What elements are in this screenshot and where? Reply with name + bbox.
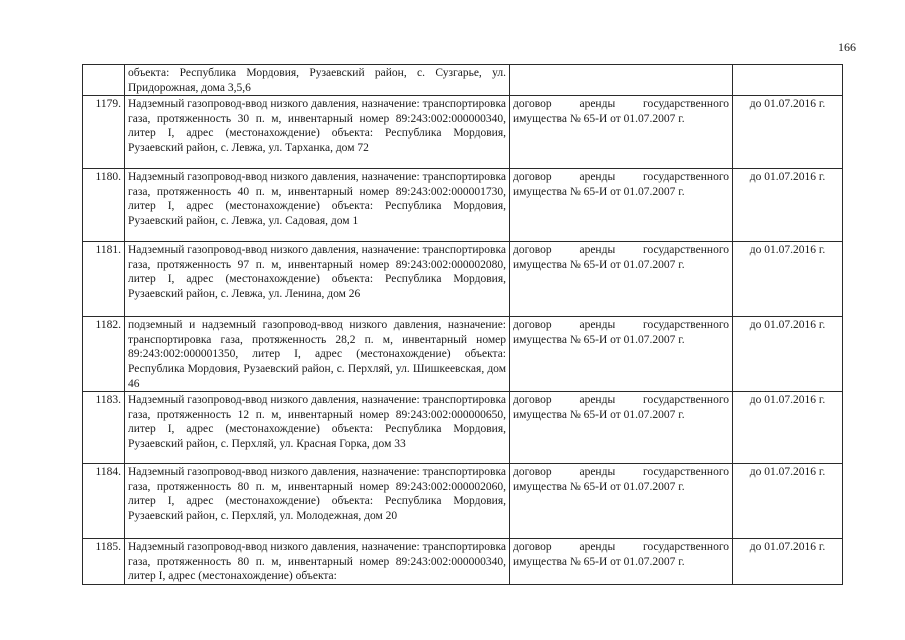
object-description: Надземный газопровод-ввод низкого давления, назначение: транспортировка газа, протяженность 97 п. м, инвентарный номер 89:243:002:000002080, литер I, адрес (местонахождение) объекта: Республика Мордовия, Рузаевский район, с. Левжа, ул. Ленина, дом 26 (125, 242, 510, 317)
object-description: объекта: Республика Мордовия, Рузаевский район, с. Сузгарье, ул. Придорожная, дома 3,5,6 (125, 65, 510, 96)
table-row (83, 539, 843, 585)
lease-basis: договор аренды государственного имущества № 65-И от 01.07.2007 г. (510, 169, 733, 242)
row-number: 1184. (83, 464, 125, 539)
property-registry-table (82, 64, 843, 585)
lease-basis: договор аренды государственного имущества № 65-И от 01.07.2007 г. (510, 242, 733, 317)
object-description: Надземный газопровод-ввод низкого давления, назначение: транспортировка газа, протяженность 80 п. м, инвентарный номер 89:243:002:000000340, литер I, адрес (местонахождение) объекта: (125, 539, 510, 585)
table-row (83, 96, 843, 169)
row-number: 1183. (83, 392, 125, 464)
lease-term (733, 65, 843, 96)
lease-term: до 01.07.2016 г. (733, 464, 843, 539)
object-description: Надземный газопровод-ввод низкого давления, назначение: транспортировка газа, протяженность 12 п. м, инвентарный номер 89:243:002:000000650, литер I, адрес (местонахождение) объекта: Республика Мордовия, Рузаевский район, с. Перхляй, ул. Красная Горка, дом 33 (125, 392, 510, 464)
table-row (83, 392, 843, 464)
table-row (83, 464, 843, 539)
row-number: 1182. (83, 317, 125, 392)
row-number: 1185. (83, 539, 125, 585)
row-number: 1179. (83, 96, 125, 169)
lease-term: до 01.07.2016 г. (733, 392, 843, 464)
lease-term: до 01.07.2016 г. (733, 96, 843, 169)
row-number: 1180. (83, 169, 125, 242)
table-row (83, 65, 843, 96)
row-number (83, 65, 125, 96)
lease-term: до 01.07.2016 г. (733, 169, 843, 242)
lease-basis: договор аренды государственного имущества № 65-И от 01.07.2007 г. (510, 392, 733, 464)
lease-basis (510, 65, 733, 96)
object-description: Надземный газопровод-ввод низкого давления, назначение: транспортировка газа, протяженность 80 п. м, инвентарный номер 89:243:002:000002060, литер I, адрес (местонахождение) объекта: Республика Мордовия, Рузаевский район, с. Перхляй, ул. Молодежная, дом 20 (125, 464, 510, 539)
lease-basis: договор аренды государственного имущества № 65-И от 01.07.2007 г. (510, 464, 733, 539)
lease-term: до 01.07.2016 г. (733, 539, 843, 585)
lease-basis: договор аренды государственного имущества № 65-И от 01.07.2007 г. (510, 96, 733, 169)
lease-basis: договор аренды государственного имущества № 65-И от 01.07.2007 г. (510, 317, 733, 392)
page-number: 166 (838, 40, 856, 54)
object-description: подземный и надземный газопровод-ввод низкого давления, назначение: транспортировка газа, протяженность 28,2 п. м, инвентарный номер 89:243:002:000001350, литер I, адрес (местонахождение) объекта: Республика Мордовия, Рузаевский район, с. Перхляй, ул. Шишкеевская, дом 46 (125, 317, 510, 392)
row-number: 1181. (83, 242, 125, 317)
table-row (83, 242, 843, 317)
lease-term: до 01.07.2016 г. (733, 317, 843, 392)
lease-basis: договор аренды государственного имущества № 65-И от 01.07.2007 г. (510, 539, 733, 585)
object-description: Надземный газопровод-ввод низкого давления, назначение: транспортировка газа, протяженность 30 п. м, инвентарный номер 89:243:002:000000340, литер I, адрес (местонахождение) объекта: Республика Мордовия, Рузаевский район, с. Левжа, ул. Тарханка, дом 72 (125, 96, 510, 169)
lease-term: до 01.07.2016 г. (733, 242, 843, 317)
table-row (83, 169, 843, 242)
object-description: Надземный газопровод-ввод низкого давления, назначение: транспортировка газа, протяженность 40 п. м, инвентарный номер 89:243:002:000001730, литер I, адрес (местонахождение) объекта: Республика Мордовия, Рузаевский район, с. Левжа, ул. Садовая, дом 1 (125, 169, 510, 242)
table-row (83, 317, 843, 392)
